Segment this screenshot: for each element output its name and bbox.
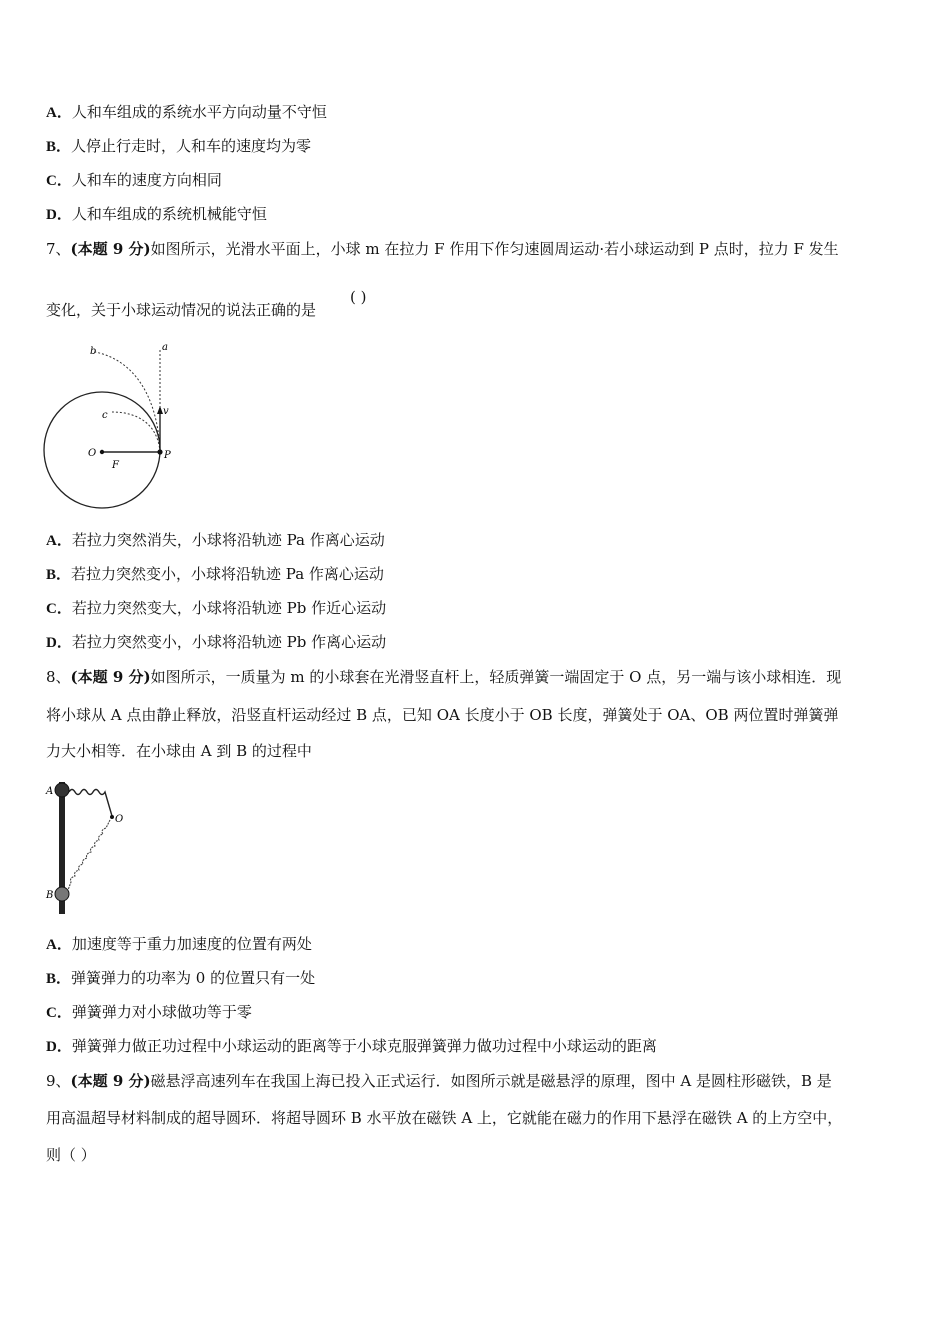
label-a: a <box>162 342 168 353</box>
label-b: b <box>90 346 97 357</box>
answer-bracket: ( ) <box>350 288 367 306</box>
option-text: 人和车组成的系统水平方向动量不守恒 <box>71 103 327 121</box>
question-text: 用高温超导材料制成的超导圆环．将超导圆环 B 水平放在磁铁 A 上，它就能在磁力的作用下悬浮在磁铁 A 的上方空中， <box>46 1109 843 1127</box>
option-label: C． <box>46 601 72 617</box>
question-text: 如图所示，光滑水平面上，小球 m 在拉力 F 作用下作匀速圆周运动·若小球运动到 P 点时，拉力 F 发生 <box>150 240 839 258</box>
label-c: c <box>102 410 108 421</box>
q9-stem-line1 <box>46 1071 832 1091</box>
q7-option-a <box>46 530 385 551</box>
label-o: O <box>88 448 97 459</box>
question-score: (本题 9 分) <box>70 668 151 686</box>
question-text: 则（ ） <box>46 1146 96 1164</box>
q8-stem-line3 <box>46 741 312 761</box>
q7-option-d <box>46 632 386 653</box>
question-text: 磁悬浮高速列车在我国上海已投入正式运行．如图所示就是磁悬浮的原理，图中 A 是圆柱形磁铁，B 是 <box>150 1072 832 1090</box>
option-text: 人停止行走时，人和车的速度均为零 <box>71 137 312 155</box>
ball-at-b <box>55 887 69 901</box>
q8-option-d <box>46 1036 657 1057</box>
spring-ob <box>68 820 110 890</box>
label-v: v <box>163 406 169 417</box>
option-label: B． <box>46 139 72 155</box>
option-text: 人和车的速度方向相同 <box>71 171 222 189</box>
q6-option-c <box>46 170 222 191</box>
label-a: A <box>46 786 54 797</box>
q7-option-c <box>46 598 386 619</box>
option-text: 弹簧弹力的功率为 0 的位置只有一处 <box>71 969 316 987</box>
q8-spring-figure <box>42 776 142 918</box>
ball-at-a <box>55 783 69 797</box>
path-pc <box>112 412 160 452</box>
option-text: 若拉力突然消失，小球将沿轨迹 Pa 作离心运动 <box>71 531 385 549</box>
q8-option-a <box>46 934 312 955</box>
q7-circle-figure <box>40 338 180 520</box>
label-p: P <box>164 450 171 461</box>
q6-option-a <box>46 102 327 123</box>
option-text: 弹簧弹力对小球做功等于零 <box>71 1003 252 1021</box>
question-score: (本题 9 分) <box>70 1072 151 1090</box>
option-label: B． <box>46 567 72 583</box>
option-text: 若拉力突然变小，小球将沿轨迹 Pb 作离心运动 <box>71 633 387 651</box>
option-text: 人和车组成的系统机械能守恒 <box>71 205 267 223</box>
option-text: 若拉力突然变大，小球将沿轨迹 Pb 作近心运动 <box>71 599 387 617</box>
option-label: A． <box>46 105 72 121</box>
label-f: F <box>112 460 119 471</box>
q7-option-b <box>46 564 384 585</box>
option-label: C． <box>46 173 72 189</box>
option-label: B． <box>46 971 72 987</box>
q8-option-b <box>46 968 315 989</box>
center-point <box>100 450 104 454</box>
option-text: 弹簧弹力做正功过程中小球运动的距离等于小球克服弹簧弹力做功过程中小球运动的距离 <box>71 1037 657 1055</box>
label-o: O <box>115 814 124 825</box>
q8-stem-line2 <box>46 705 838 725</box>
question-number: 7、 <box>46 240 71 258</box>
question-text: 将小球从 A 点由静止释放，沿竖直杆运动经过 B 点，已知 OA 长度小于 OB 长度，弹簧处于 OA、OB 两位置时弹簧弹 <box>46 706 839 724</box>
path-pb <box>95 352 160 452</box>
label-b: B <box>46 890 54 901</box>
q7-stem-line1 <box>46 239 839 259</box>
point-o <box>110 815 114 819</box>
question-number: 9、 <box>46 1072 71 1090</box>
spring-oa <box>69 790 112 817</box>
q9-stem-line3 <box>46 1145 96 1165</box>
question-number: 8、 <box>46 668 71 686</box>
option-label: D． <box>46 1039 72 1055</box>
question-score: (本题 9 分) <box>70 240 151 258</box>
option-label: A． <box>46 533 72 549</box>
option-text: 加速度等于重力加速度的位置有两处 <box>71 935 312 953</box>
q8-option-c <box>46 1002 252 1023</box>
option-label: D． <box>46 635 72 651</box>
option-label: C． <box>46 1005 72 1021</box>
q9-stem-line2 <box>46 1108 842 1128</box>
option-label: A． <box>46 937 72 953</box>
question-text: 力大小相等．在小球由 A 到 B 的过程中 <box>46 742 312 760</box>
option-text: 若拉力突然变小，小球将沿轨迹 Pa 作离心运动 <box>71 565 384 583</box>
q6-option-b <box>46 136 311 157</box>
question-text: 变化，关于小球运动情况的说法正确的是 <box>46 301 317 319</box>
q6-option-d <box>46 204 267 225</box>
question-text: 如图所示，一质量为 m 的小球套在光滑竖直杆上，轻质弹簧一端固定于 O 点，另一端与该小球相连．现 <box>150 668 842 686</box>
q8-stem-line1 <box>46 667 841 687</box>
option-label: D． <box>46 207 72 223</box>
q7-stem-line2 <box>46 300 316 320</box>
